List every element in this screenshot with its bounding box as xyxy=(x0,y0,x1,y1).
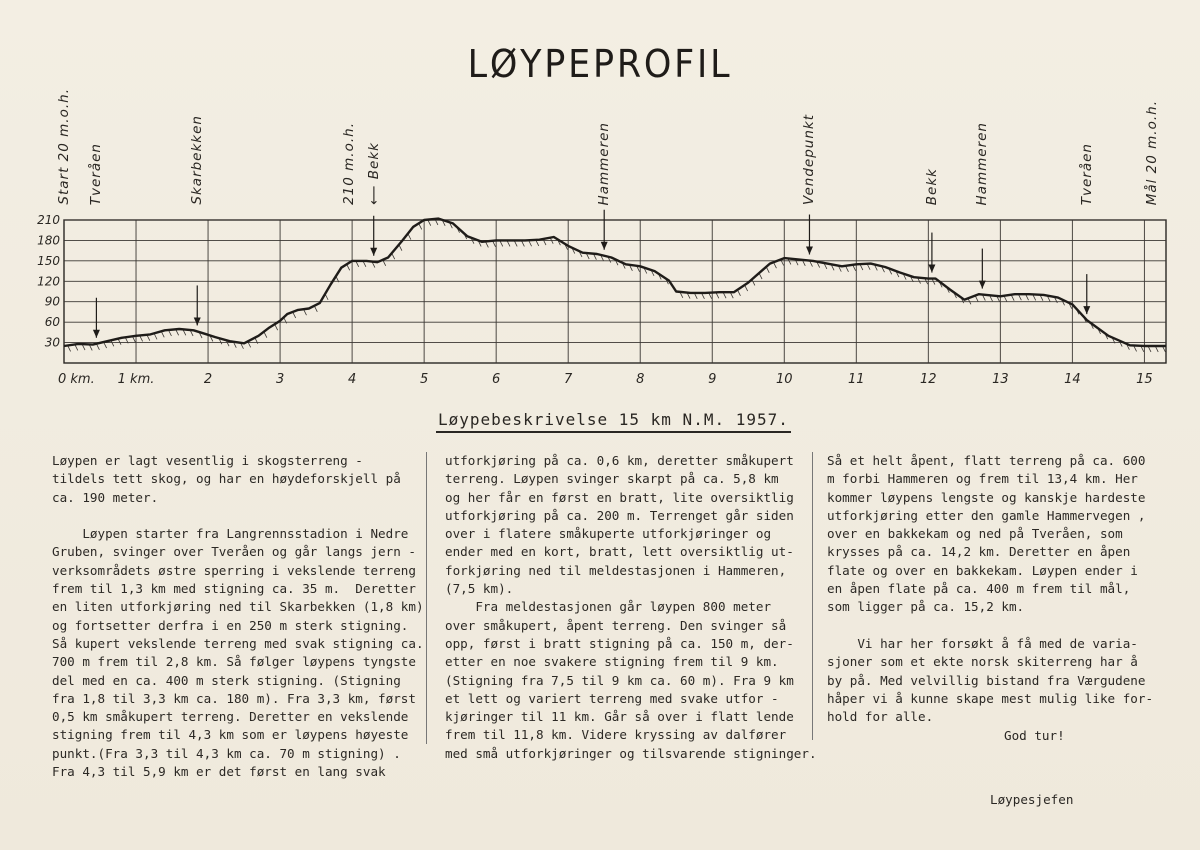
point-label-start: Start 20 m.o.h. xyxy=(56,88,72,205)
y-tick-label: 90 xyxy=(44,294,60,309)
marker-arrow-head xyxy=(806,247,813,255)
column-divider-2 xyxy=(812,452,813,740)
x-tick-label: 15 xyxy=(1136,372,1153,387)
x-tick-label: 11 xyxy=(848,372,865,387)
point-label-tveraaen-1: Tveråen xyxy=(88,142,105,205)
x-tick-label: 7 xyxy=(564,372,573,387)
marker-arrow-head xyxy=(928,265,935,273)
x-tick-label: 4 xyxy=(347,372,357,387)
y-tick-label: 210 xyxy=(37,213,60,227)
y-tick-label: 180 xyxy=(37,233,60,248)
y-tick-label: 60 xyxy=(44,315,60,330)
point-label-bekk-2: Bekk xyxy=(923,167,940,205)
point-label-vendepunkt: Vendepunkt xyxy=(801,114,818,205)
y-tick-label: 150 xyxy=(37,253,60,268)
marker-arrow-head xyxy=(601,242,608,250)
x-tick-label: 1 km. xyxy=(117,372,155,387)
marker-arrow-head xyxy=(93,330,100,338)
x-tick-label: 12 xyxy=(920,372,937,387)
x-tick-label: 0 km. xyxy=(58,372,95,387)
point-label-hammeren-2: Hammeren xyxy=(974,121,991,205)
point-label-top-210: 210 m.o.h. xyxy=(340,122,357,205)
point-label-maal: Mål 20 m.o.h. xyxy=(1143,99,1160,205)
x-tick-label: 8 xyxy=(636,372,645,387)
marker-arrow-head xyxy=(370,248,377,256)
marker-arrow-head xyxy=(1083,306,1090,314)
y-tick-label: 120 xyxy=(37,274,60,289)
x-tick-label: 9 xyxy=(708,372,717,387)
closing-greeting: God tur! xyxy=(1004,728,1065,743)
column-divider-1 xyxy=(426,452,427,744)
x-tick-label: 10 xyxy=(775,372,793,387)
description-column-1: Løypen er lagt vesentlig i skogsterreng - tildels tett skog, og har en høydeforskjell på ca. 190 meter. Løypen starter fra Langrennsstadion i Nedre Gruben, svinger over Tveråen og går langs jern - verksområdets østre sperring i vekslende terreng frem til 1,3 km med stigning ca. 35 m. Deretter en liten utforkjøring ned til Skarbekken (1,8 km) og fortsetter derfra i en 250 m sterk stigning. Så kupert vekslende terreng med svak stigning ca. 700 m frem til 2,8 km. Så følger løypens tyngste del med en ca. 400 m sterk stigning. (Stigning fra 1,8 til 3,3 km ca. 180 m). Fra 3,3 km, først 0,5 km småkupert terreng. Deretter en vekslende stigning frem til 4,3 km som er løypens høyeste punkt.(Fra 3,3 til 4,3 km ca. 70 m stigning) . Fra 4,3 til 5,9 km er det først en lang svak xyxy=(52,453,424,780)
point-label-hammeren-1: Hammeren xyxy=(596,121,613,205)
elevation-profile-chart xyxy=(0,0,1200,400)
description-heading: Løypebeskrivelse 15 km N.M. 1957. xyxy=(436,410,791,433)
x-tick-label: 2 xyxy=(203,372,213,387)
page-title: LØYPEPROFIL xyxy=(467,42,733,86)
x-tick-label: 6 xyxy=(492,372,501,387)
point-label-tveraaen-2: Tveråen xyxy=(1078,142,1095,205)
x-tick-label: 3 xyxy=(275,372,285,387)
signature: Løypesjefen xyxy=(990,792,1074,807)
marker-arrow-head xyxy=(194,317,201,325)
point-label-bekk-1: ⟵ Bekk xyxy=(365,142,382,205)
description-column-3: Så et helt åpent, flatt terreng på ca. 600 m forbi Hammeren og frem til 13,4 km. Her kommer løypens lengste og kanskje hardeste utforkjøring etter den gamle Hammervegen , over en bakkekam og ned på Tveråen, som krysses på ca. 14,2 km. Deretter en åpen flate og over en bakkekam. Løypen ender i en åpen flate på ca. 400 m frem til mål, som ligger på ca. 15,2 km. Vi har her forsøkt å få med de varia- sjoner som et ekte norsk skiterreng har å by på. Med velvillig bistand fra Værgudene håper vi å kunne skape mest mulig like for- hold for alle. xyxy=(827,453,1154,725)
x-tick-label: 14 xyxy=(1064,372,1081,387)
description-column-2: utforkjøring på ca. 0,6 km, deretter småkupert terreng. Løypen svinger skarpt på ca. 5,8 km og her får en først en bratt, lite oversiktlig utforkjøring på ca. 200 m. Terrenget går siden over i flatere småkuperte utforkjøringer og ender med en kort, bratt, lett oversiktlig ut- forkjøring ned til meldestasjonen i Hammeren, (7,5 km). Fra meldestasjonen går løypen 800 meter over småkupert, åpent terreng. Den svinger så opp, først i bratt stigning på ca. 150 m, der- etter en noe svakere stigning frem til 9 km. (Stigning fra 7,5 til 9 km ca. 60 m). Fra 9 km et lett og variert terreng med svake utfor - kjøringer til 11 km. Går så over i flatt lende frem til 11,8 km. Videre kryssing av dalfører med små utforkjøringer og tilsvarende stigninger. xyxy=(445,453,817,761)
x-tick-label: 5 xyxy=(419,372,429,387)
marker-arrow-head xyxy=(979,281,986,289)
point-label-skarbekken: Skarbekken xyxy=(189,115,206,205)
y-tick-label: 30 xyxy=(44,335,60,350)
x-tick-label: 13 xyxy=(992,372,1009,387)
